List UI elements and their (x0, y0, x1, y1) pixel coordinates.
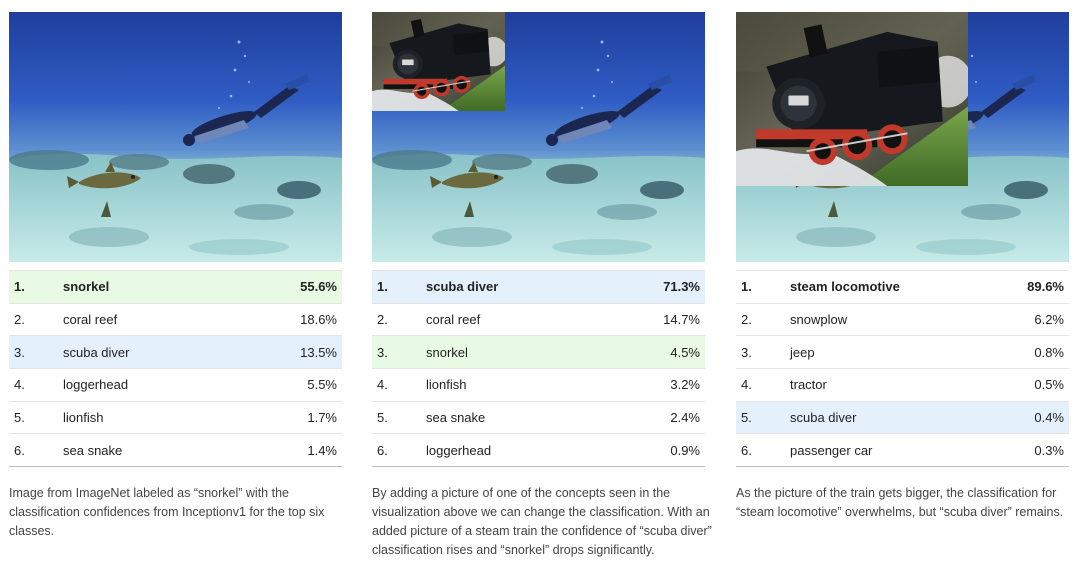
class-label: snorkel (426, 336, 603, 369)
result-row (736, 401, 1069, 434)
result-row (736, 434, 1069, 467)
rank: 4. (9, 369, 63, 402)
rank: 2. (372, 303, 426, 336)
confidence: 5.5% (234, 369, 342, 402)
underwater-image (9, 12, 342, 262)
class-label: scuba diver (426, 271, 603, 304)
result-row (9, 303, 342, 336)
result-row (736, 303, 1069, 336)
confidence: 0.5% (992, 369, 1069, 402)
rank: 4. (372, 369, 426, 402)
rank: 6. (372, 434, 426, 467)
result-row (9, 401, 342, 434)
confidence: 1.7% (234, 401, 342, 434)
rank: 5. (736, 401, 790, 434)
result-row (372, 303, 705, 336)
result-row (736, 271, 1069, 304)
confidence: 6.2% (992, 303, 1069, 336)
result-row (9, 434, 342, 467)
class-label: jeep (790, 336, 992, 369)
confidence: 3.2% (603, 369, 705, 402)
class-label: loggerhead (63, 369, 234, 402)
class-label: scuba diver (63, 336, 234, 369)
confidence: 0.3% (992, 434, 1069, 467)
class-label: snorkel (63, 271, 234, 304)
panel-original (9, 12, 342, 541)
confidence: 14.7% (603, 303, 705, 336)
confidence: 0.4% (992, 401, 1069, 434)
result-row (372, 434, 705, 467)
rank: 3. (372, 336, 426, 369)
rank: 2. (736, 303, 790, 336)
confidence: 2.4% (603, 401, 705, 434)
class-label: coral reef (63, 303, 234, 336)
confidence: 55.6% (234, 271, 342, 304)
result-row (372, 369, 705, 402)
rank: 1. (9, 271, 63, 304)
class-label: lionfish (426, 369, 603, 402)
class-label: sea snake (426, 401, 603, 434)
confidence: 0.8% (992, 336, 1069, 369)
confidence: 4.5% (603, 336, 705, 369)
rank: 3. (9, 336, 63, 369)
classification-table (9, 270, 342, 467)
class-label: tractor (790, 369, 992, 402)
result-row (372, 401, 705, 434)
caption: As the picture of the train gets bigger, the classification for “steam locomotive” overwhelms, but “scuba diver” remains. (736, 486, 1064, 520)
caption: Image from ImageNet labeled as “snorkel” with the classification confidences from Inceptionv1 for the top six classes. (9, 486, 325, 539)
confidence: 71.3% (603, 271, 705, 304)
confidence: 18.6% (234, 303, 342, 336)
confidence: 13.5% (234, 336, 342, 369)
result-row (9, 369, 342, 402)
rank: 5. (372, 401, 426, 434)
rank: 6. (736, 434, 790, 467)
result-row (372, 336, 705, 369)
class-label: scuba diver (790, 401, 992, 434)
rank: 4. (736, 369, 790, 402)
class-label: sea snake (63, 434, 234, 467)
rank: 5. (9, 401, 63, 434)
underwater-image-with-train (372, 12, 705, 262)
steam-locomotive-photo (372, 12, 505, 111)
confidence: 0.9% (603, 434, 705, 467)
panel-large-train (736, 12, 1069, 522)
rank: 2. (9, 303, 63, 336)
steam-train-inset (736, 12, 968, 186)
steam-locomotive-photo (736, 12, 968, 186)
result-row (372, 271, 705, 304)
result-row (736, 336, 1069, 369)
result-row (9, 336, 342, 369)
rank: 1. (372, 271, 426, 304)
panel-small-train (372, 12, 712, 560)
class-label: lionfish (63, 401, 234, 434)
class-label: snowplow (790, 303, 992, 336)
classification-table (736, 270, 1069, 467)
confidence: 1.4% (234, 434, 342, 467)
caption: By adding a picture of one of the concepts seen in the visualization above we can change the classification. With an added picture of a steam train the confidence of “scuba diver” classification rises and “snorkel” drops significantly. (372, 486, 712, 558)
underwater-image-with-large-train (736, 12, 1069, 262)
classification-table (372, 270, 705, 467)
result-row (736, 369, 1069, 402)
scuba-diver-photo (9, 12, 342, 262)
rank: 1. (736, 271, 790, 304)
class-label: steam locomotive (790, 271, 992, 304)
confidence: 89.6% (992, 271, 1069, 304)
rank: 3. (736, 336, 790, 369)
class-label: loggerhead (426, 434, 603, 467)
class-label: coral reef (426, 303, 603, 336)
rank: 6. (9, 434, 63, 467)
result-row (9, 271, 342, 304)
class-label: passenger car (790, 434, 992, 467)
steam-train-inset (372, 12, 505, 111)
